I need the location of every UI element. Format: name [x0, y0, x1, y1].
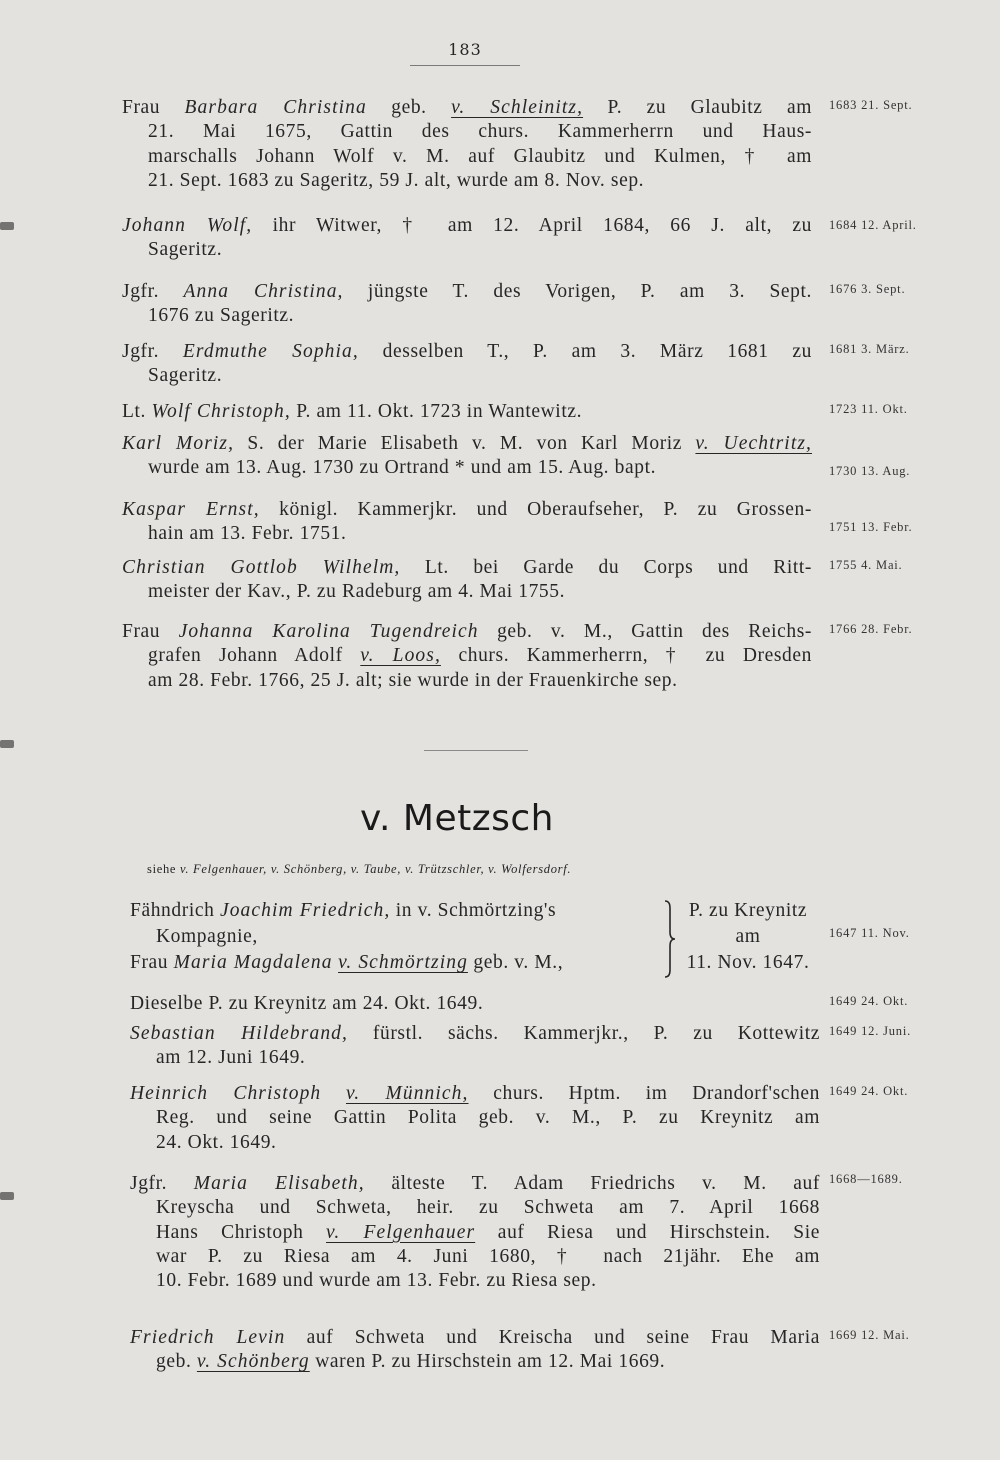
text-run: Dieselbe P. zu Kreynitz am 24. Okt. 1649. [130, 993, 484, 1014]
text-line [122, 580, 812, 604]
text-line [130, 1172, 820, 1196]
person-name: Friedrich Levin [130, 1327, 286, 1348]
text-run: 21. Sept. 1683 zu Sageritz, 59 J. alt, wurde am 8. Nov. sep. [148, 169, 645, 191]
text-line [130, 1326, 820, 1350]
margin-date: 1766 28. Febr. [829, 622, 913, 636]
text-line [130, 992, 820, 1016]
register-entry [122, 96, 812, 193]
person-name: Johann Wolf, [122, 215, 253, 236]
text-run: war P. zu Riesa am 4. Juni 1680, † nach 21jähr. Ehe am [156, 1245, 820, 1267]
text-run: meister der Kav., P. zu Radeburg am 4. Mai 1755. [148, 581, 566, 603]
text-run: Fähndrich [130, 900, 220, 921]
margin-date: 1683 21. Sept. [829, 98, 913, 112]
text-line [122, 620, 812, 644]
person-name: Kaspar Ernst, [122, 499, 260, 520]
text-line [122, 364, 812, 388]
margin-date: 1649 24. Okt. [829, 994, 909, 1008]
register-entry [130, 992, 820, 1016]
text-line [130, 924, 658, 950]
text-run: Sageritz. [148, 239, 223, 261]
related-family-name: v. Schleinitz, [451, 97, 584, 118]
margin-date: 1755 4. Mai. [829, 558, 903, 572]
text-line [122, 556, 812, 580]
text-line [130, 1221, 820, 1245]
register-entry [122, 280, 812, 329]
margin-date: 1668—1689. [829, 1172, 903, 1186]
text-run: am 12. Juni 1649. [156, 1047, 306, 1069]
text-run: geb. [156, 1351, 197, 1373]
text-line [122, 304, 812, 328]
person-name: Maria Elisabeth, [193, 1173, 365, 1194]
grouped-entry-persons [130, 898, 658, 976]
text-run: Jgfr. [130, 1173, 194, 1194]
page-number: 183 [410, 40, 520, 66]
see-also-prefix: siehe [147, 862, 181, 876]
text-run: geb. v. M., Gattin des Reichs- [478, 621, 812, 642]
text-run: waren P. zu Hirschstein am 12. Mai 1669. [309, 1351, 666, 1373]
related-family-name: v. Uechtritz, [695, 433, 812, 454]
text-line [122, 400, 812, 424]
grouped-event-line: P. zu Kreynitz [688, 900, 808, 921]
text-run: churs. Kammerherrn, † zu Dresden [440, 645, 812, 667]
text-line [122, 644, 812, 668]
person-name: Sebastian Hildebrand, [130, 1023, 348, 1044]
margin-date: 1676 3. Sept. [829, 282, 906, 296]
person-name: Joachim Friedrich, [219, 900, 391, 921]
margin-date: 1751 13. Febr. [829, 520, 913, 534]
register-entry [130, 1082, 820, 1155]
grouped-event-line: 11. Nov. 1647. [686, 952, 810, 973]
see-also-names: v. Felgenhauer, v. Schönberg, v. Taube, v. Trützschler, v. Wolfersdorf. [180, 862, 572, 876]
register-entry [122, 400, 812, 424]
text-run: hain am 13. Febr. 1751. [148, 523, 347, 545]
text-line [122, 169, 812, 193]
text-line [130, 1245, 820, 1269]
text-run: desselben T., P. am 3. März 1681 zu [358, 341, 813, 362]
text-run: 10. Febr. 1689 und wurde am 13. Febr. zu Riesa sep. [156, 1270, 597, 1292]
page-edge-mark [0, 1192, 14, 1200]
text-run: grafen Johann Adolf [148, 645, 361, 667]
page-edge-mark [0, 222, 14, 230]
register-entry [122, 214, 812, 263]
text-run: am 28. Febr. 1766, 25 J. alt; sie wurde in der Frauenkirche sep. [148, 669, 678, 691]
text-line [122, 522, 812, 546]
margin-date: 1647 11. Nov. [829, 926, 910, 940]
text-line [122, 432, 812, 456]
person-name: Anna Christina, [183, 281, 344, 302]
text-run: geb. v. M., [467, 952, 564, 973]
related-family-name: v. Schönberg [196, 1351, 310, 1373]
text-line [130, 1196, 820, 1220]
person-name: Barbara Christina [184, 97, 367, 118]
text-line [122, 669, 812, 693]
text-run: Kreyscha und Schweta, heir. zu Schweta am 7. April 1668 [156, 1197, 820, 1219]
margin-date: 1730 13. Aug. [829, 464, 911, 478]
person-name: Wolf Christoph, [151, 401, 291, 422]
text-run: 21. Mai 1675, Gattin des churs. Kammerherrn und Haus- [148, 121, 812, 143]
related-family-name: v. Schmörtzing [338, 952, 468, 973]
text-run: in v. Schmörtzing's [390, 900, 557, 921]
text-run [321, 1083, 346, 1104]
grouped-event-line: am [735, 926, 761, 947]
text-run: P. zu Glaubitz am [583, 97, 812, 118]
person-name: Johanna Karolina Tugendreich [178, 621, 479, 642]
text-run: Lt. bei Garde du Corps und Ritt- [400, 557, 812, 578]
text-line [122, 340, 812, 364]
text-run: Lt. [122, 401, 152, 422]
register-entry [122, 556, 812, 605]
page-edge-mark [0, 740, 14, 748]
text-run: wurde am 13. Aug. 1730 zu Ortrand * und am 15. Aug. bapt. [148, 457, 657, 479]
text-run: P. am 11. Okt. 1723 in Wantewitz. [290, 401, 583, 422]
grouped-entry-event [676, 898, 820, 976]
register-entry [122, 340, 812, 389]
text-run: jüngste T. des Vorigen, P. am 3. Sept. [343, 281, 812, 302]
text-line [130, 950, 658, 976]
text-line [122, 214, 812, 238]
register-entry [130, 1022, 820, 1071]
margin-date: 1684 12. April. [829, 218, 917, 232]
person-name: Heinrich Christoph [130, 1083, 322, 1104]
related-family-name: v. Loos, [360, 645, 441, 667]
margin-date: 1723 11. Okt. [829, 402, 908, 416]
text-line [122, 120, 812, 144]
text-run: Kompagnie, [156, 926, 258, 947]
text-run: churs. Hptm. im Drandorf'schen [468, 1083, 820, 1104]
text-line [122, 145, 812, 169]
register-entry [122, 620, 812, 693]
text-run: marschalls Johann Wolf v. M. auf Glaubitz und Kulmen, † am [148, 145, 812, 167]
text-run: auf Schweta und Kreischa und seine Frau Maria [285, 1327, 820, 1348]
person-name: Erdmuthe Sophia, [182, 341, 359, 362]
text-line [122, 96, 812, 120]
text-run: Frau [122, 621, 179, 642]
text-run: Jgfr. [122, 281, 184, 302]
text-run: 24. Okt. 1649. [156, 1131, 277, 1153]
person-name: Christian Gottlob Wilhelm, [122, 557, 401, 578]
register-entry [130, 1172, 820, 1293]
text-run: älteste T. Adam Friedrichs v. M. auf [364, 1173, 820, 1194]
text-run: ihr Witwer, † am 12. April 1684, 66 J. alt, zu [252, 215, 812, 236]
text-run: Hans Christoph [156, 1221, 327, 1243]
related-family-name: v. Münnich, [346, 1083, 469, 1104]
text-line [130, 1131, 820, 1155]
text-line [130, 898, 658, 924]
text-line [130, 1269, 820, 1293]
text-line [130, 1082, 820, 1106]
related-family-name: v. Felgenhauer [326, 1221, 476, 1243]
text-run: auf Riesa und Hirschstein. Sie [475, 1221, 820, 1243]
text-run: S. der Marie Elisabeth v. M. von Karl Moriz [234, 433, 696, 454]
register-entry [122, 432, 812, 481]
family-heading: v. Metzsch [360, 798, 554, 839]
margin-date: 1681 3. März. [829, 342, 910, 356]
text-line [130, 1046, 820, 1070]
text-line [122, 456, 812, 480]
text-run: Reg. und seine Gattin Polita geb. v. M., P. zu Kreynitz am [156, 1107, 820, 1129]
text-line [130, 1022, 820, 1046]
text-run: geb. [366, 97, 452, 118]
text-line [122, 498, 812, 522]
text-run: Jgfr. [122, 341, 183, 362]
see-also-note [147, 862, 571, 877]
text-run: 1676 zu Sageritz. [148, 305, 295, 327]
text-line [122, 280, 812, 304]
person-name: Maria Magdalena [173, 952, 333, 973]
text-run: Frau [122, 97, 185, 118]
margin-date: 1649 12. Juni. [829, 1024, 912, 1038]
text-run: fürstl. sächs. Kammerjkr., P. zu Kottewitz [348, 1023, 820, 1044]
text-run: Sageritz. [148, 365, 223, 387]
text-run: Frau [130, 952, 174, 973]
text-line [122, 238, 812, 262]
grouped-entry [130, 898, 820, 982]
text-line [130, 1350, 820, 1374]
register-entry [122, 498, 812, 547]
margin-date: 1649 24. Okt. [829, 1084, 909, 1098]
person-name: Karl Moriz, [122, 433, 235, 454]
register-entry [130, 1326, 820, 1375]
section-divider [424, 750, 528, 751]
margin-date: 1669 12. Mai. [829, 1328, 910, 1342]
text-run: königl. Kammerjkr. und Oberaufseher, P. zu Grossen- [259, 499, 812, 520]
text-line [130, 1106, 820, 1130]
